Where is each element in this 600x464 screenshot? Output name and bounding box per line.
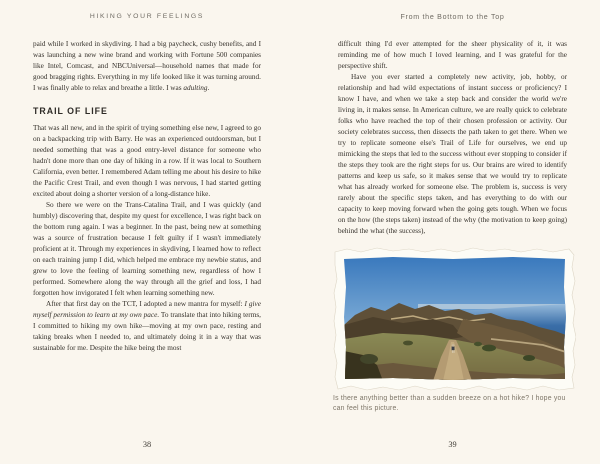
paragraph-text: . bbox=[207, 84, 210, 92]
bush bbox=[474, 342, 482, 346]
left-page bbox=[33, 0, 261, 464]
trail-photo-figure bbox=[333, 247, 576, 413]
bush bbox=[403, 341, 413, 346]
coastal-trail-photo bbox=[333, 247, 576, 391]
running-head-left: HIKING YOUR FEELINGS bbox=[89, 13, 205, 20]
paragraph-text: After that first day on the TCT, I adopted a new mantra for myself: bbox=[46, 300, 245, 308]
italic-phrase: I give myself permission to learn at my own pace. bbox=[33, 300, 261, 319]
bush bbox=[482, 345, 496, 352]
photo-caption: Is there anything better than a sudden breeze on a hot hike? I hope you can feel this picture. bbox=[333, 395, 566, 412]
paragraph: difficult thing I'd ever attempted for the sheer physicality of it, it was reminding me of how much I loved learning, and I was grateful for the perspective shift. bbox=[338, 40, 567, 70]
page-number-right: 39 bbox=[448, 440, 457, 449]
paragraph bbox=[33, 39, 261, 94]
running-head-right: From the Bottom to the Top bbox=[400, 13, 505, 21]
paragraph bbox=[33, 299, 261, 354]
paragraph: That was all new, and in the spirit of trying something else new, I agreed to go on a backpacking trip with Barry. He was an experienced outdoorsman, but I needed something that was a good entry-level distance for someone who hadn't done more than one day of hiking in a row. If it was local to Southern California, even better. I remembered Adam telling me about his desire to hike the Pacific Crest Trail, and even though I was nervous, I had started getting excited about doing a shorter version of a long-distance hike. bbox=[33, 124, 261, 198]
right-page bbox=[333, 0, 567, 464]
paragraph-text: paid while I worked in skydiving. I had a big paycheck, cushy benefits, and I was launching a new wine brand and working with Fortune 500 companies like Intel, Comcast, and NBCUniversal—household names that made for good bragging rights. Everything in my life looked like it was turning around. I was finally able to relax and breathe a little. I was bbox=[33, 40, 261, 92]
paragraph-text: To translate that into hiking terms, I committed to hiking my own hike—moving at my own pace, resting and taking breaks when I needed to, and ultimately doing it in a way that was sustainable for me. Despite the hike being the most bbox=[33, 311, 261, 352]
bush bbox=[523, 355, 535, 361]
paragraph: Have you ever started a completely new activity, job, hobby, or relationship and had wild expectations of instant success or proficiency? I know I have, and when we take a step back and consider the world we're living in, it makes sense. In American culture, we are really quick to celebrate folks who have reached the top of their chosen profession or activity. Our society celebrates success, then dissects the path taken to get there. When we try to replicate someone else's Trail of Life for ourselves, we end up mimicking the steps that led to the success without ever stopping to consider if the steps they took are the right steps for us. Our brains are wired to identify patterns and keep us safe, so it makes sense that we would try to replicate what has already worked for someone else. The problem is, success is very rarely about the specific steps taken, and has everything to do with our capacity to keep moving forward when the going gets tough. When we focus on the how (the steps taken) instead of the why (the motivation to keep going) behind the what (the success), bbox=[338, 73, 567, 235]
paragraph: So there we were on the Trans-Catalina Trail, and I was quickly (and humbly) discovering that, despite my quest for excellence, I was right back on the bottom rung again. I was a beginner. In the past, being new at something was a source of frustration because I felt guilty if I wasn't immediately proficient at it. Through my experiences in skydiving, I learned how to reflect on each training jump I did, which helped me embrace my newbie status, and grew to love the feeling of learning something new, regardless of how I performed. Somewhere along the way through all the grief and loss, I had forgotten how invigorated I felt when learning something new. bbox=[33, 201, 261, 297]
bush bbox=[360, 354, 378, 364]
left-page-body bbox=[33, 39, 261, 354]
page-number-left: 38 bbox=[142, 440, 152, 449]
italic-phrase: adulting bbox=[183, 84, 208, 92]
right-page-body bbox=[333, 39, 567, 413]
section-heading: TRAIL OF LIFE bbox=[33, 106, 108, 116]
